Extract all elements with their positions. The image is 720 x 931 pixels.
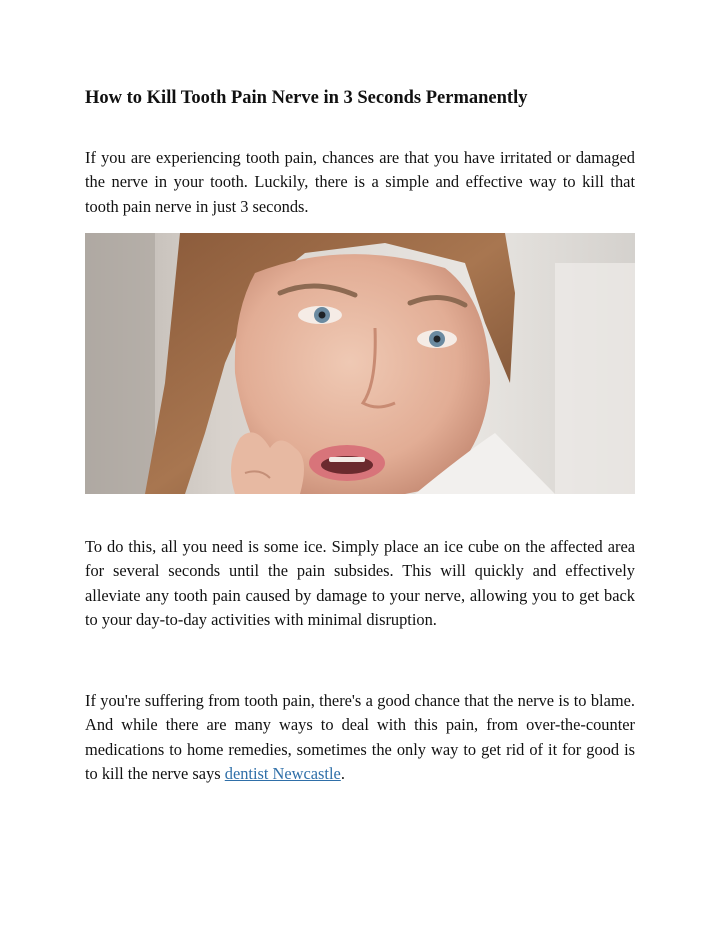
dentist-newcastle-link[interactable]: dentist Newcastle [224,764,341,784]
article-title: How to Kill Tooth Pain Nerve in 3 Seconds Permanently [85,88,528,108]
nerve-paragraph-text: If you're suffering from tooth pain, there's a good chance that the nerve is to blame. And while there are many ways to deal with this pain, from over-the-counter medications to home remedies, sometimes the only way to get rid of it for good is to kill the nerve says [85,691,635,784]
woman-tooth-pain-photo [85,233,635,494]
nerve-paragraph [85,689,635,787]
photo-illustration [85,233,635,494]
nerve-paragraph-end: . [340,764,345,784]
intro-paragraph: If you are experiencing tooth pain, chances are that you have irritated or damaged the nerve in your tooth. Luckily, there is a simple and effective way to kill that tooth pain nerve in just 3 seconds. [85,148,635,216]
ice-remedy-paragraph: To do this, all you need is some ice. Simply place an ice cube on the affected area for several seconds until the pain subsides. This will quickly and effectively alleviate any tooth pain caused by damage to your nerve, allowing you to get back to your day-to-day activities with minimal disruption. [85,537,635,630]
